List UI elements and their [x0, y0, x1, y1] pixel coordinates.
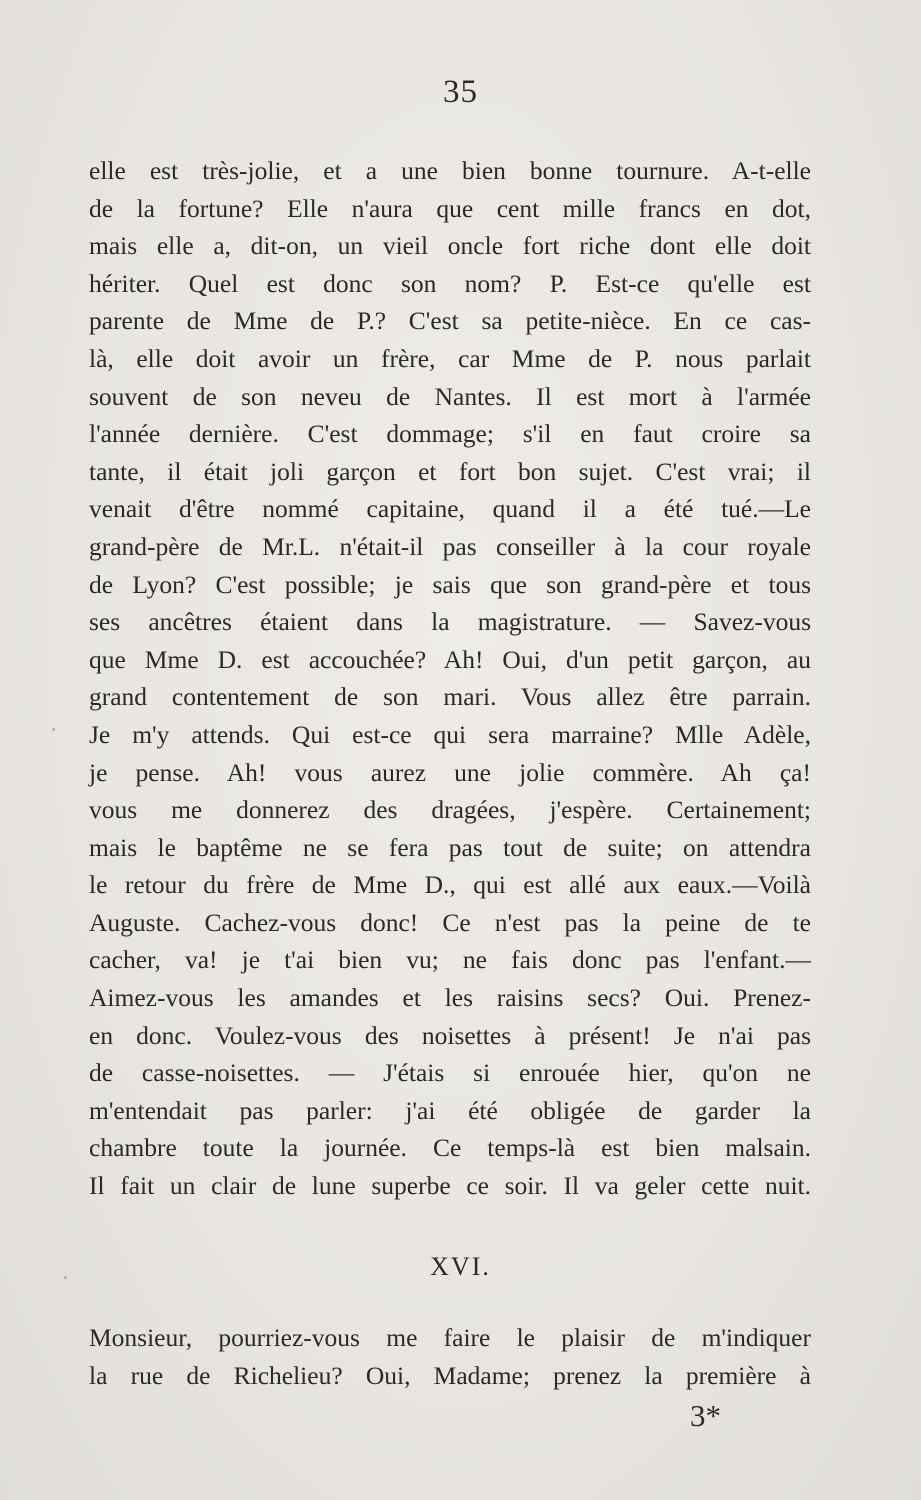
text-line: en donc. Voulez-vous des noisettes à présent! Je n'ai pas: [89, 1020, 811, 1050]
text-line: de casse-noisettes. — J'étais si enrouée hier, qu'on ne: [89, 1058, 811, 1088]
text-line: Auguste. Cachez-vous donc! Ce n'est pas la peine de te: [89, 907, 811, 937]
text-line: Je m'y attends. Qui est-ce qui sera marraine? Mlle Adèle,: [89, 719, 811, 749]
text-line: vous me donnerez des dragées, j'espère. Certainement;: [89, 795, 811, 825]
paper-speck: [52, 728, 55, 731]
text-line: de Lyon? C'est possible; je sais que son grand-père et tous: [89, 569, 811, 599]
section-heading: XVI.: [430, 1252, 491, 1281]
text-line: ses ancêtres étaient dans la magistrature. — Savez-vous: [89, 607, 811, 637]
page-number: 35: [443, 74, 478, 110]
text-line: Il fait un clair de lune superbe ce soir. Il va geler cette nuit.: [89, 1171, 811, 1201]
text-line: chambre toute la journée. Ce temps-là est bien malsain.: [89, 1133, 811, 1163]
text-line: venait d'être nommé capitaine, quand il a été tué.—Le: [89, 494, 811, 524]
text-line: mais le baptême ne se fera pas tout de suite; on attendra: [89, 832, 811, 862]
text-line: que Mme D. est accouchée? Ah! Oui, d'un petit garçon, au: [89, 644, 811, 674]
main-paragraph: [89, 152, 811, 1205]
text-line: Monsieur, pourriez-vous me faire le plaisir de m'indiquer: [89, 1323, 811, 1352]
text-line: m'entendait pas parler: j'ai été obligée de garder la: [89, 1095, 811, 1125]
paper-speck: [64, 1276, 67, 1279]
text-line: hériter. Quel est donc son nom? P. Est-ce qu'elle est: [89, 268, 811, 298]
text-line: je pense. Ah! vous aurez une jolie commère. Ah ça!: [89, 757, 811, 787]
text-line: la rue de Richelieu? Oui, Madame; prenez la première à: [89, 1360, 811, 1390]
text-line: elle est très-jolie, et a une bien bonne tournure. A-t-elle: [89, 156, 811, 185]
text-line: de la fortune? Elle n'aura que cent mille francs en dot,: [89, 193, 811, 223]
signature-mark: 3*: [690, 1398, 721, 1433]
text-line: souvent de son neveu de Nantes. Il est mort à l'armée: [89, 381, 811, 411]
text-line: cacher, va! je t'ai bien vu; ne fais donc pas l'enfant.—: [89, 945, 811, 975]
text-line: l'année dernière. C'est dommage; s'il en faut croire sa: [89, 419, 811, 449]
text-line: tante, il était joli garçon et fort bon sujet. C'est vrai; il: [89, 456, 811, 486]
section-paragraph: [89, 1319, 811, 1394]
text-line: parente de Mme de P.? C'est sa petite-nièce. En ce cas-: [89, 306, 811, 336]
text-line: grand-père de Mr.L. n'était-il pas conseiller à la cour royale: [89, 531, 811, 561]
text-line: le retour du frère de Mme D., qui est allé aux eaux.—Voilà: [89, 870, 811, 900]
text-line: Aimez-vous les amandes et les raisins secs? Oui. Prenez-: [89, 983, 811, 1013]
text-line: grand contentement de son mari. Vous allez être parrain.: [89, 682, 811, 712]
text-line: là, elle doit avoir un frère, car Mme de P. nous parlait: [89, 343, 811, 373]
text-line: mais elle a, dit-on, un vieil oncle fort riche dont elle doit: [89, 231, 811, 261]
